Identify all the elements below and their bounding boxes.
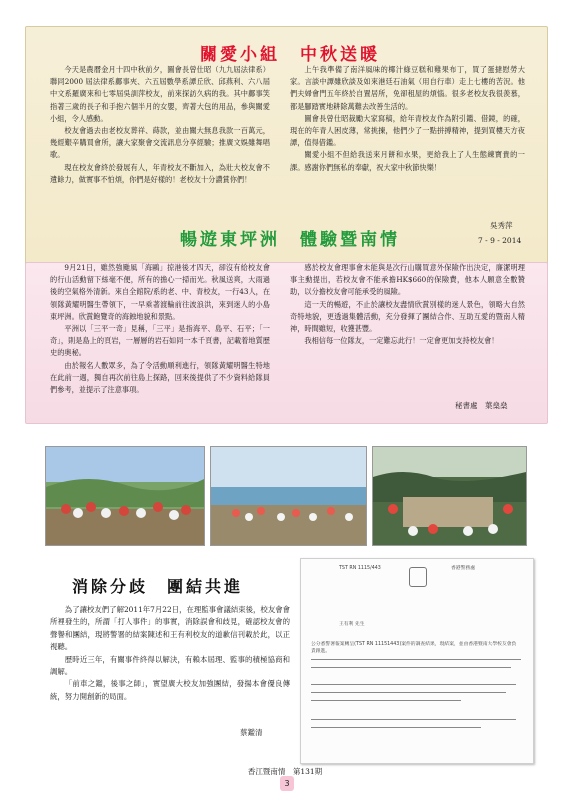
- letter-line: [311, 719, 516, 720]
- page-footer: 香江暨南情 第131期: [247, 767, 323, 776]
- paragraph: 今天是農曆金月十四中秋前夕，圖會長曾仕昭（九九屆法律系）聯同2000 屆法律系鄺事夾、六五屆數學系譚丘欣、邱燕利、六八屆中文系羅廣來和七零屆吳訓萍校友，前來探訪久病的我。其中鄺事笑指著三歲的長子和手抱六個半月的女嬰，齊著大包的用品，參與關愛小組，令人感動。: [50, 65, 270, 123]
- paragraph: 感於校友會理事會未能與是次行山購買意外保險作出決定，廉潔明理事主動提出，若校友會不能承擔HK$660的保險費，他本人願意全數贊助，以分擔校友會可能承受的風險。: [290, 263, 525, 297]
- section3-author: 蔡鑑清: [240, 728, 263, 737]
- section3-body: [50, 604, 290, 703]
- section2-col-right: [290, 262, 525, 347]
- section1-date: 7 - 9 - 2014: [478, 236, 522, 245]
- section1-col-right: [290, 64, 525, 174]
- letter-issuer: 香港警務處: [451, 566, 475, 571]
- photo-seaside-group: [210, 446, 367, 546]
- letter-line: [311, 700, 461, 701]
- letter-line: [311, 727, 481, 728]
- paragraph: 這一天的暢遊，不止於讓校友盡情欣賞別樣的迷人景色，領略大自然奇特地貌，更透過集體活動，充分發揮了團結合作、互助互愛的暨南人精神，時間雖短，收獲甚豐。: [290, 299, 525, 334]
- letter-line: [311, 659, 521, 660]
- section2-col-left: [50, 262, 270, 396]
- police-crest-icon: [409, 567, 427, 587]
- letter-body: 公分悉警署報案轉呈(TST RN 11151443)案件的調查結果，現結案，並由香港暨南大學校友會負責跟進。: [311, 642, 517, 654]
- paragraph: 現在校友會終於發展有人，年青校友不斷加入，為壯大校友會不遺餘力，做實事不怕煩，你們是好樣的！老校友十分讚賞你們！: [50, 162, 270, 184]
- section1-col-left: [50, 64, 270, 186]
- paragraph: 校友會過去由老校友葬祥、蒔款，並由關大無息我款一百萬元，幾經艱辛購買會所，讓大家聚會交流訊息分享經驗；推廣文娛雖舞唱歌。: [50, 126, 270, 160]
- section1-author: 吳秀萍: [490, 221, 513, 230]
- photo-rock-group: [372, 446, 527, 546]
- section3-title: 消除分歧 團結共進: [72, 577, 244, 596]
- paragraph: 我相信每一位隊友，一定難忘此行！一定會更加支持校友會！: [304, 336, 499, 346]
- paragraph: 關愛小組不但給我送來月餅和水果，更給我上了人生態練寶貴的一課。感謝你們無私的奉獻，祝大家中秋節快樂！: [290, 150, 525, 172]
- letter-line: [311, 692, 506, 693]
- letter-addressee: 王有利 先生: [339, 622, 365, 627]
- paragraph: 為了讓校友們了解2011年7月22日，在理監事會議結束後，校友會會所裡發生的，所謂「打人事件」的事實，消除誤會和歧見，確認校友會的聲譽和團結，現將警署的結案陳述和王有利校友的道歉信刊載於此，以正視聽。: [50, 605, 290, 652]
- paragraph: 上午我準備了南洋風味的椰汁綠豆糕和雞果布丁，買了蛋撻慰勞大家。言談中譚雖欣談及如來港廷石油氣（用自行車）走上七樓的苦況。他們夫婦會門五年終於自置居所，免卻租屋的煩惱。很多老校友我很羨慕，都是腳踏實地耕除萬難去改善生活的。: [290, 65, 525, 111]
- police-letter-image: [300, 558, 534, 764]
- paragraph: 歷時近三年，有關事件終得以解決，有賴本屆理、監事的積極協商和調解。: [50, 654, 290, 677]
- section2-author: 秘書處 葉燊燊: [455, 401, 508, 410]
- page-number: 3: [280, 776, 294, 791]
- letter-line: [311, 684, 516, 685]
- section1-title: 關愛小組 中秋送暖: [200, 45, 380, 65]
- photo-group-hikers: [45, 446, 205, 546]
- photo-seaside-group-image: [211, 447, 366, 545]
- letter-ref: TST RN 1115/443: [339, 566, 381, 571]
- paragraph: 「前車之鑑，後事之師」，實望廣大校友加強團結，發揚本會優良傳統，努力開創新的局面。: [50, 679, 290, 701]
- paragraph: 平洲以「三平一奇」見稱，「三平」是指海平、島平、石平；「一奇」，則是島上的頁岩，一層層的岩石如同一本千頁書，記載着地質歷史的奧秘。: [50, 324, 270, 358]
- paragraph: 9月21日，雖然強颱風「海鷗」掠港後才四天，卻沒有給校友會的行山活動留下絲毫不便，所有的擔心一掃而光。秋風送爽，大雨過後的空氣格外清新。來自全館院/系的老、中、青校友，一行43人，在領隊黃耀明醫生帶領下，一早乘著渡輪前往波浪洪，來到迷人的小島東坪洲。欣賞飽覽奇的海蝕地貌和景點。: [50, 263, 271, 321]
- letter-line: [311, 667, 511, 668]
- section2-title: 暢遊東坪洲 體驗暨南情: [180, 230, 400, 250]
- paragraph: 圖會長曾仕昭裁勵大家寫稿，給年青校友作為附引鑑、借鏡，的確，現在的年青人困皮薄，常挑揀，他們少了一點拼搏精神，提到買樓天方夜譚，值得借鑑。: [290, 113, 525, 148]
- photo-rock-group-image: [373, 447, 526, 545]
- paragraph: 由於報名人數眾多，為了令活動順利進行，領隊黃耀明醫生特地在此前一週，獨自再次前往島上探路，回來後提供了不少資料給隊員們參考，並提示了注意事項。: [50, 360, 270, 395]
- photo-group-hikers-image: [46, 447, 204, 545]
